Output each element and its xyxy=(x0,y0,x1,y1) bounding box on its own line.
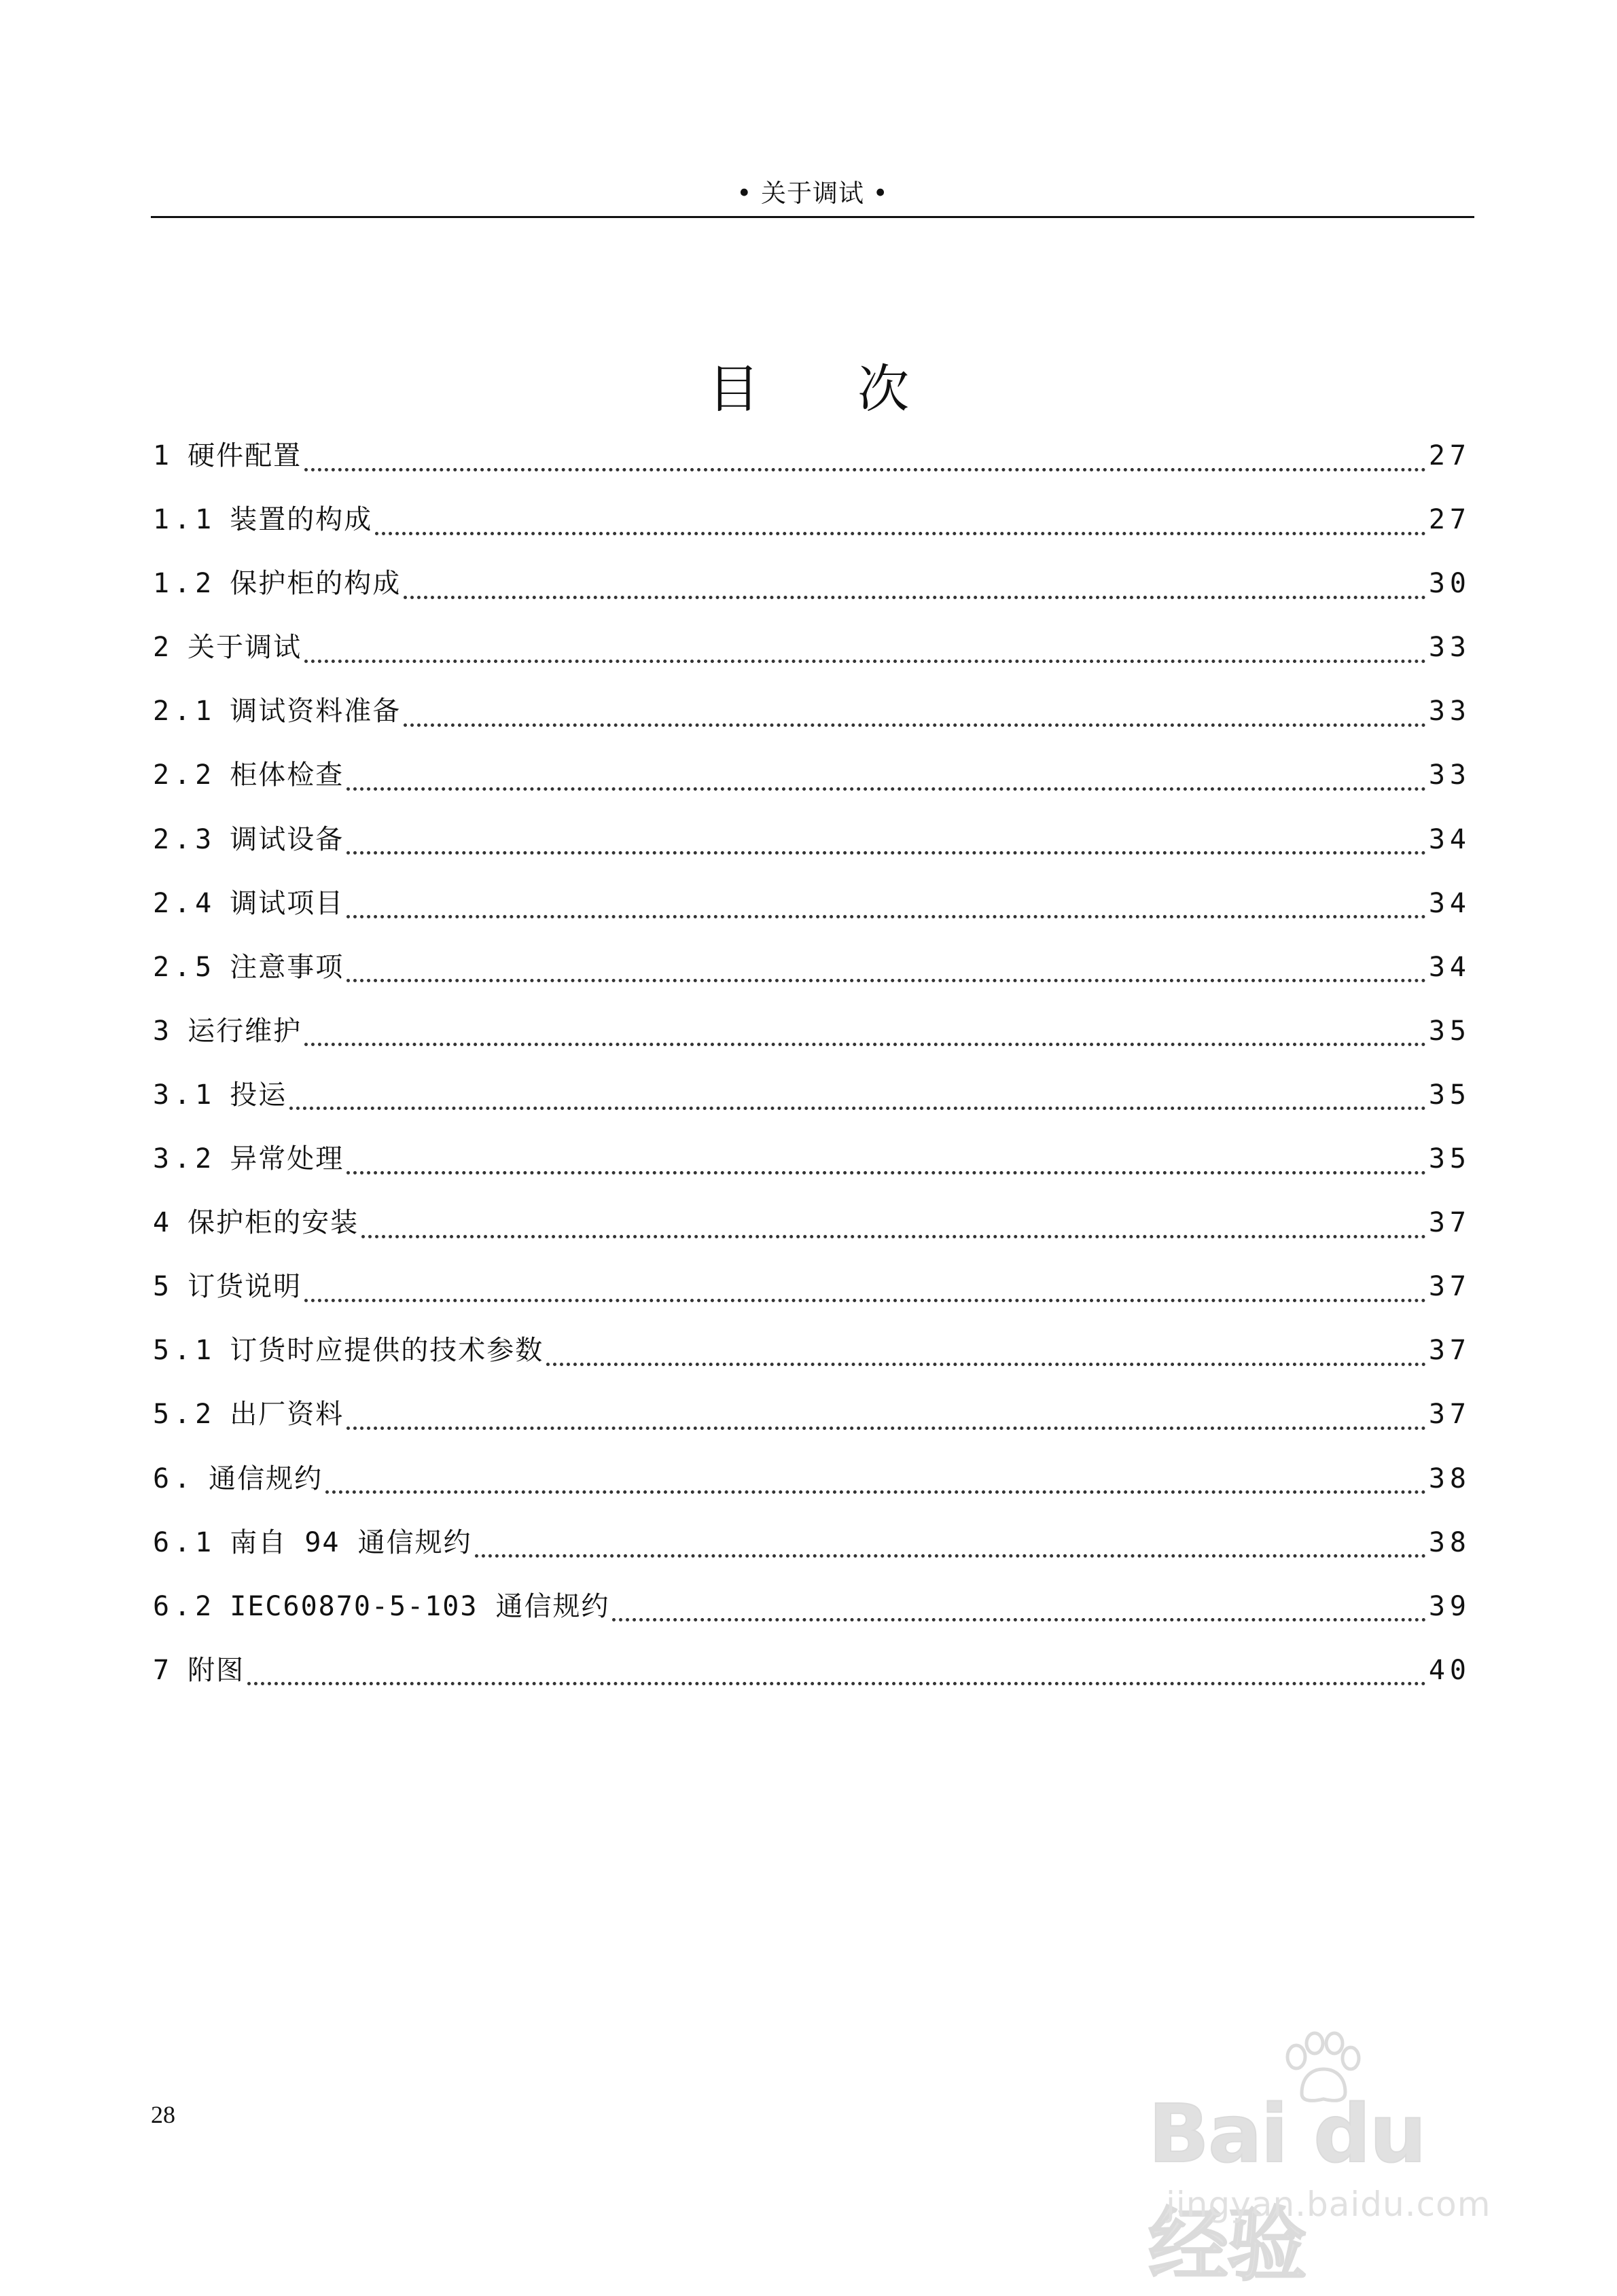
toc-entry-title: 调试设备 xyxy=(230,823,344,855)
toc-entry-number: 2.5 xyxy=(153,951,217,983)
baidu-jingyan-watermark xyxy=(1148,2031,1529,2292)
toc-leader-dots xyxy=(404,723,1426,727)
toc-leader-dots xyxy=(304,1043,1426,1046)
toc-entry[interactable] xyxy=(153,560,1471,624)
toc-entry-number: 4 xyxy=(153,1207,175,1239)
toc-entry[interactable] xyxy=(153,1327,1471,1391)
toc-entry-number: 6.2 xyxy=(153,1590,217,1622)
toc-leader-dots xyxy=(247,1682,1426,1685)
toc-entry[interactable] xyxy=(153,1647,1471,1710)
toc-entry[interactable] xyxy=(153,687,1471,751)
toc-entry[interactable] xyxy=(153,1455,1471,1519)
toc-entry-number: 2.4 xyxy=(153,887,217,919)
toc-entry-number: 1.2 xyxy=(153,568,217,600)
toc-entry-page: 30 xyxy=(1428,568,1471,600)
toc-entry-title: 异常处理 xyxy=(230,1143,344,1175)
toc-leader-dots xyxy=(612,1618,1425,1621)
toc-entry-page: 35 xyxy=(1428,1015,1471,1047)
toc-entry-title: 出厂资料 xyxy=(230,1399,344,1431)
toc-leader-dots xyxy=(346,979,1426,982)
toc-leader-dots xyxy=(289,1107,1426,1110)
toc-entry[interactable] xyxy=(153,1263,1471,1327)
toc-entry[interactable] xyxy=(153,1199,1471,1263)
toc-entry-page: 33 xyxy=(1428,696,1471,728)
toc-entry[interactable] xyxy=(153,1519,1471,1583)
toc-entry-number: 2.1 xyxy=(153,696,217,728)
toc-entry-number: 5.2 xyxy=(153,1399,217,1431)
toc-entry-page: 37 xyxy=(1428,1399,1471,1431)
toc-leader-dots xyxy=(346,915,1426,918)
table-of-contents xyxy=(153,432,1471,1710)
toc-entry-title: 调试项目 xyxy=(230,887,344,919)
toc-entry-number: 3 xyxy=(153,1015,175,1047)
toc-entry[interactable] xyxy=(153,1135,1471,1199)
page-number: 28 xyxy=(151,2101,175,2128)
toc-entry-title: 通信规约 xyxy=(209,1463,323,1494)
toc-entry-number: 3.1 xyxy=(153,1079,217,1111)
toc-leader-dots xyxy=(375,532,1426,535)
toc-entry-title: 调试资料准备 xyxy=(230,696,402,728)
toc-entry-page: 37 xyxy=(1428,1271,1471,1303)
running-header: • 关于调试 • xyxy=(151,171,1474,218)
toc-leader-dots xyxy=(304,468,1426,471)
toc-entry-number: 5.1 xyxy=(153,1335,217,1367)
toc-leader-dots xyxy=(346,1427,1426,1430)
toc-entry-title: 保护柜的构成 xyxy=(230,568,402,600)
toc-entry[interactable] xyxy=(153,624,1471,687)
toc-leader-dots xyxy=(346,787,1426,791)
toc-entry[interactable] xyxy=(153,880,1471,944)
toc-entry-title: 订货说明 xyxy=(188,1271,302,1303)
toc-title: 目 次 xyxy=(707,359,950,419)
toc-entry-title: 柜体检查 xyxy=(230,759,344,791)
toc-entry-page: 34 xyxy=(1428,951,1471,983)
toc-entry-number: 6.1 xyxy=(153,1526,217,1558)
toc-entry-title: IEC60870-5-103 通信规约 xyxy=(230,1590,610,1622)
toc-entry-page: 37 xyxy=(1428,1207,1471,1239)
toc-entry[interactable] xyxy=(153,496,1471,560)
toc-entry-title: 关于调试 xyxy=(188,632,302,664)
toc-entry-title: 南自 94 通信规约 xyxy=(230,1526,472,1558)
watermark-brand: Bai du 经验 xyxy=(1148,2087,1425,2292)
toc-entry-number: 5 xyxy=(153,1271,175,1303)
toc-entry-title: 保护柜的安装 xyxy=(188,1207,359,1239)
toc-entry-title: 附图 xyxy=(188,1654,245,1686)
toc-entry-page: 38 xyxy=(1428,1463,1471,1494)
toc-entry-page: 35 xyxy=(1428,1079,1471,1111)
toc-entry-page: 39 xyxy=(1428,1590,1471,1622)
toc-entry[interactable] xyxy=(153,1071,1471,1135)
toc-entry[interactable] xyxy=(153,1583,1471,1647)
toc-entry-page: 27 xyxy=(1428,440,1471,471)
toc-entry-page: 38 xyxy=(1428,1526,1471,1558)
toc-entry-page: 33 xyxy=(1428,759,1471,791)
toc-leader-dots xyxy=(346,1171,1426,1174)
toc-entry-page: 35 xyxy=(1428,1143,1471,1175)
toc-leader-dots xyxy=(404,596,1426,599)
toc-entry-number: 2.3 xyxy=(153,823,217,855)
toc-leader-dots xyxy=(361,1235,1426,1238)
watermark-url: jingyan.baidu.com xyxy=(1166,2185,1491,2224)
toc-entry-title: 投运 xyxy=(230,1079,287,1111)
toc-entry-title: 硬件配置 xyxy=(188,440,302,471)
toc-entry-page: 33 xyxy=(1428,632,1471,664)
toc-entry-page: 40 xyxy=(1428,1654,1471,1686)
toc-leader-dots xyxy=(304,1299,1426,1302)
toc-entry[interactable] xyxy=(153,1391,1471,1454)
toc-entry-number: 2.2 xyxy=(153,759,217,791)
toc-entry-number: 2 xyxy=(153,632,175,664)
toc-entry-title: 订货时应提供的技术参数 xyxy=(230,1335,544,1367)
toc-entry-number: 6. xyxy=(153,1463,196,1494)
toc-leader-dots xyxy=(304,660,1426,663)
toc-entry[interactable] xyxy=(153,751,1471,815)
toc-entry-number: 1 xyxy=(153,440,175,471)
toc-entry-number: 1.1 xyxy=(153,504,217,536)
toc-entry-page: 27 xyxy=(1428,504,1471,536)
toc-leader-dots xyxy=(325,1490,1426,1494)
toc-entry[interactable] xyxy=(153,432,1471,496)
toc-entry-number: 7 xyxy=(153,1654,175,1686)
toc-entry-title: 装置的构成 xyxy=(230,504,373,536)
toc-entry-page: 34 xyxy=(1428,887,1471,919)
toc-entry[interactable] xyxy=(153,816,1471,880)
toc-entry-title: 运行维护 xyxy=(188,1015,302,1047)
toc-entry-page: 37 xyxy=(1428,1335,1471,1367)
toc-leader-dots xyxy=(475,1554,1426,1558)
toc-entry-page: 34 xyxy=(1428,823,1471,855)
toc-entry-number: 3.2 xyxy=(153,1143,217,1175)
toc-entry[interactable] xyxy=(153,944,1471,1007)
toc-leader-dots xyxy=(546,1363,1426,1366)
toc-leader-dots xyxy=(346,851,1426,855)
toc-entry-title: 注意事项 xyxy=(230,951,344,983)
toc-entry[interactable] xyxy=(153,1007,1471,1071)
